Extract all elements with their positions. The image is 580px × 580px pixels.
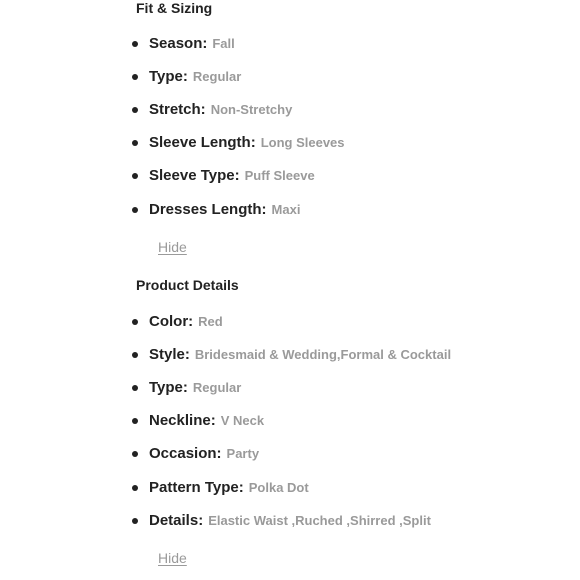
bullet-icon xyxy=(132,140,138,146)
bullet-icon xyxy=(132,385,138,391)
attr-value: Regular xyxy=(192,379,242,395)
attr-value: Long Sleeves xyxy=(260,135,345,151)
attr-value: Party xyxy=(226,446,260,462)
bullet-icon xyxy=(132,352,138,358)
attr-value: Polka Dot xyxy=(248,479,309,495)
attr-label: Pattern Type: xyxy=(149,478,244,496)
attr-label: Season: xyxy=(149,34,208,52)
attr-label: Color: xyxy=(149,312,194,330)
attr-label: Sleeve Length: xyxy=(149,134,256,152)
attr-label: Sleeve Type: xyxy=(149,167,240,185)
bullet-icon xyxy=(132,518,138,524)
bullet-icon xyxy=(132,107,138,113)
attr-value: V Neck xyxy=(220,413,265,429)
attr-value: Elastic Waist ,Ruched ,Shirred ,Split xyxy=(208,512,431,528)
attr-label: Type: xyxy=(149,378,188,396)
attr-label: Details: xyxy=(149,511,204,529)
bullet-icon xyxy=(132,451,138,457)
attr-value: Puff Sleeve xyxy=(244,168,315,184)
attr-label: Type: xyxy=(149,67,188,85)
attr-label: Stretch: xyxy=(149,100,206,118)
bullet-icon xyxy=(132,485,138,491)
attr-value: Bridesmaid & Wedding,Formal & Cocktail xyxy=(194,346,452,362)
bullet-icon xyxy=(132,74,138,80)
fit-sizing-hide-link[interactable]: Hide xyxy=(158,239,187,255)
attr-value: Non-Stretchy xyxy=(210,101,293,117)
bullet-icon xyxy=(132,207,138,213)
attr-label: Dresses Length: xyxy=(149,200,267,218)
bullet-icon xyxy=(132,173,138,179)
attr-value: Regular xyxy=(192,68,242,84)
bullet-icon xyxy=(132,41,138,47)
attr-label: Occasion: xyxy=(149,445,222,463)
bullet-icon xyxy=(132,418,138,424)
attr-value: Red xyxy=(198,313,223,329)
fit-sizing-title: Fit & Sizing xyxy=(136,0,213,16)
bullet-icon xyxy=(132,319,138,325)
product-details-hide-link[interactable]: Hide xyxy=(158,550,187,566)
attr-label: Style: xyxy=(149,345,190,363)
attr-label: Neckline: xyxy=(149,412,216,430)
attr-value: Fall xyxy=(212,35,235,51)
product-details-title: Product Details xyxy=(136,277,239,293)
attr-value: Maxi xyxy=(271,201,301,217)
